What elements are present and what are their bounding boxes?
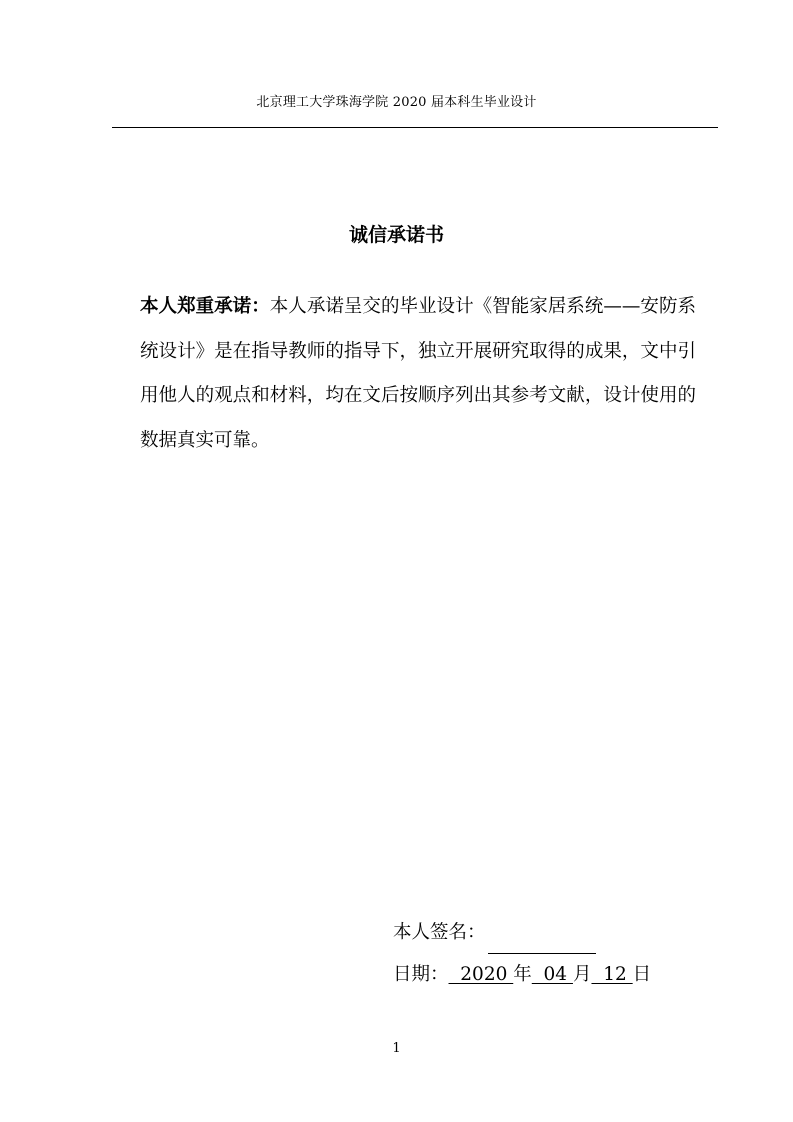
date-label: 日期： — [393, 964, 449, 985]
date-day: 12 — [591, 964, 633, 985]
date-year: 2020 — [448, 964, 514, 985]
date-year-unit: 年 — [513, 964, 532, 985]
page-number: 1 — [392, 1041, 401, 1056]
pledge-lead: 本人郑重承诺： — [140, 296, 270, 317]
date-row — [393, 954, 651, 996]
pledge-body: 本人承诺呈交的毕业设计《智能家居系统——安防系统设计》是在指导教师的指导下，独立开展研究取得的成果，文中引用他人的观点和材料，均在文后按顺序列出其参考文献，设计使用的数据真实可靠。 — [140, 296, 696, 451]
document-title: 诚信承诺书 — [348, 224, 444, 246]
signature-blank[interactable] — [488, 931, 596, 954]
signature-row — [393, 912, 651, 954]
pledge-paragraph — [140, 285, 696, 463]
signature-label: 本人签名： — [393, 922, 486, 943]
date-month-unit: 月 — [572, 964, 592, 985]
date-month: 04 — [531, 964, 573, 985]
header-divider — [112, 127, 718, 128]
page-header: 北京理工大学珠海学院 2020 届本科生毕业设计 — [256, 95, 537, 110]
signature-block — [393, 912, 651, 996]
date-day-unit: 日 — [632, 964, 652, 985]
